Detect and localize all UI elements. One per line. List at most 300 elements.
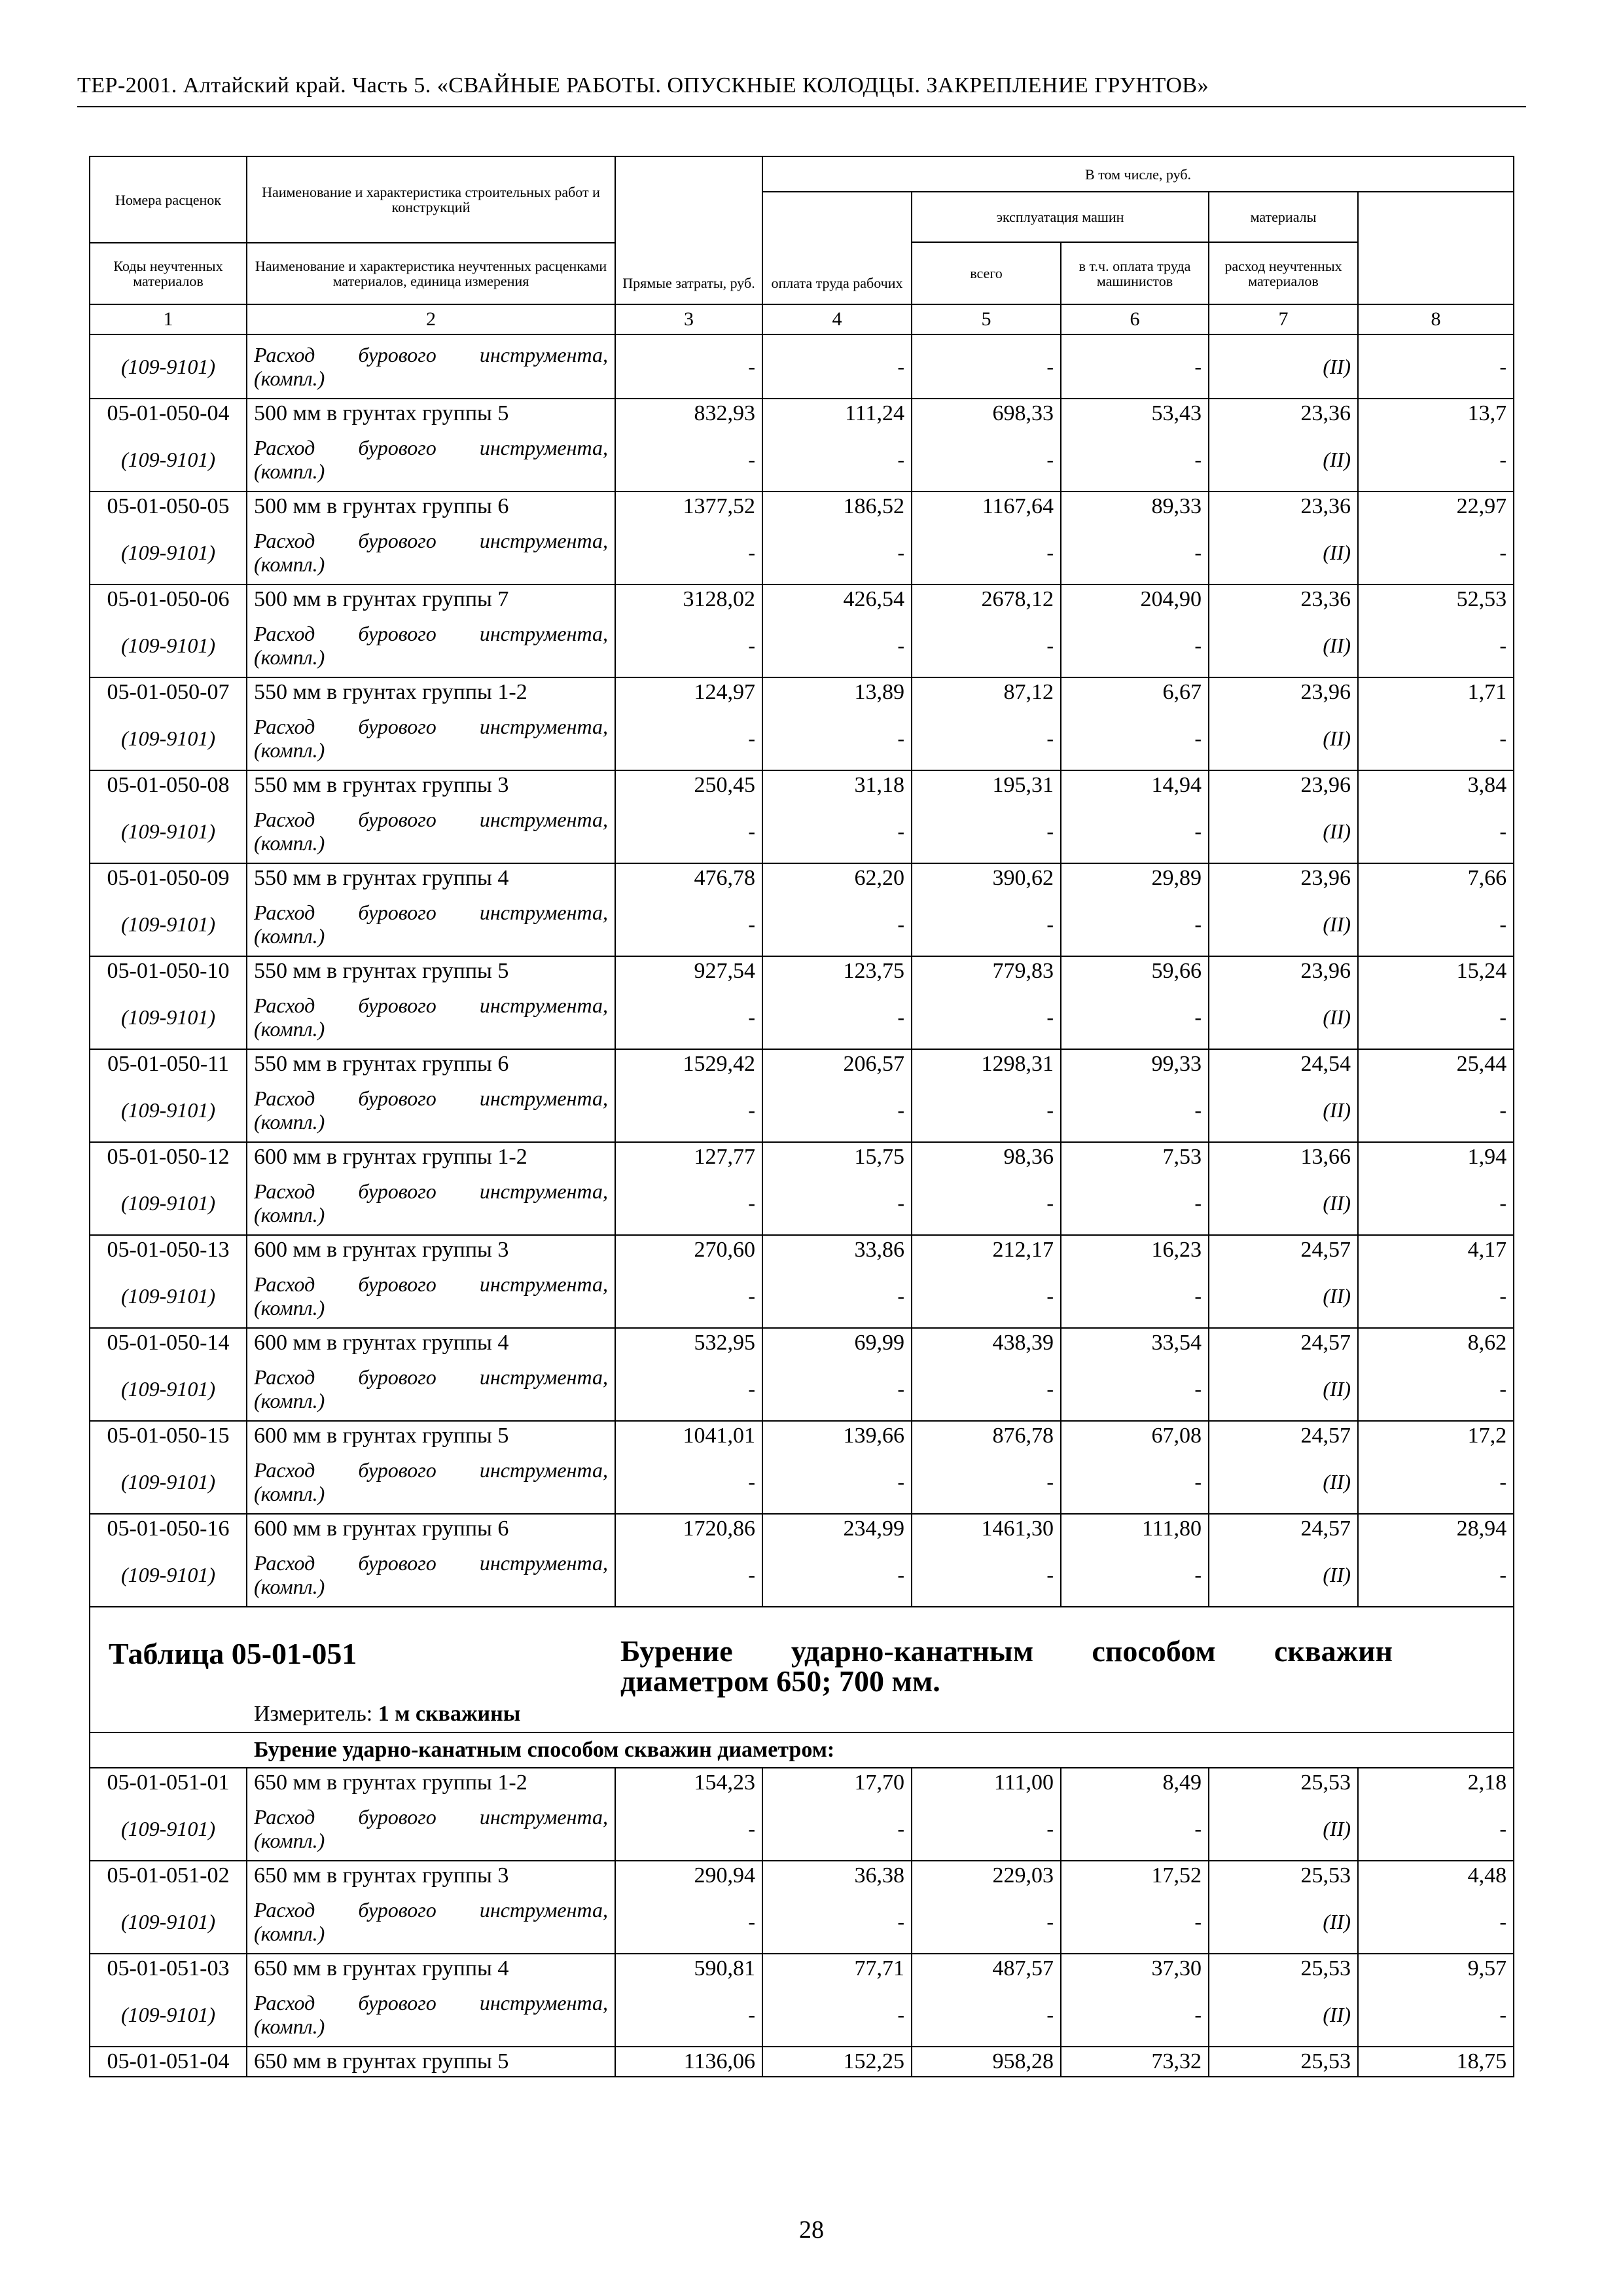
- direct-cost-cell: 476,78: [615, 863, 762, 893]
- material-consumption-cell: (II): [1209, 1797, 1358, 1861]
- work-name: 600 мм в грунтах группы 3: [247, 1235, 615, 1265]
- labor-pay-cell: 15,75: [762, 1142, 912, 1172]
- labor-pay-cell: -: [762, 800, 912, 863]
- table-label: Таблица 05-01-051: [109, 1637, 357, 1670]
- work-name: 600 мм в грунтах группы 1-2: [247, 1142, 615, 1172]
- material-code: (109-9101): [90, 1450, 247, 1514]
- rate-code: 05-01-050-12: [90, 1142, 247, 1172]
- material-consumption-cell: (II): [1209, 614, 1358, 677]
- machines-total-cell: 1298,31: [912, 1049, 1061, 1079]
- material-code: (109-9101): [90, 1890, 247, 1954]
- machines-total-cell: -: [912, 1172, 1061, 1235]
- rate-code: 05-01-050-11: [90, 1049, 247, 1079]
- material-code: (109-9101): [90, 1079, 247, 1142]
- labor-pay-cell: 17,70: [762, 1768, 912, 1797]
- material-row: [90, 614, 1514, 677]
- direct-cost-cell: 1136,06: [615, 2047, 762, 2077]
- material-row: [90, 707, 1514, 770]
- operator-pay-cell: 29,89: [1061, 863, 1209, 893]
- machines-total-cell: -: [912, 986, 1061, 1049]
- material-row: [90, 521, 1514, 584]
- material-row: [90, 986, 1514, 1049]
- rate-code: 05-01-050-13: [90, 1235, 247, 1265]
- th-incl-operator-pay: в т.ч. оплата труда машинистов: [1061, 242, 1209, 304]
- materials-cell: 13,66: [1209, 1142, 1358, 1172]
- material-consumption-cell: (II): [1209, 334, 1358, 399]
- operator-pay-cell: 33,54: [1061, 1328, 1209, 1357]
- labor-pay-cell: -: [762, 334, 912, 399]
- work-name: 600 мм в грунтах группы 5: [247, 1421, 615, 1450]
- th-work-name: Наименование и характеристика строительных работ и конструкций: [247, 156, 615, 243]
- work-name: 550 мм в грунтах группы 6: [247, 1049, 615, 1079]
- labor-hours-cell: -: [1358, 521, 1514, 584]
- labor-pay-cell: 13,89: [762, 677, 912, 707]
- labor-pay-cell: 31,18: [762, 770, 912, 800]
- material-row: [90, 1450, 1514, 1514]
- labor-hours-cell: 13,7: [1358, 399, 1514, 428]
- page-number: 28: [799, 2216, 824, 2244]
- th-material-names: Наименование и характеристика неучтенных расценками материалов, единица измерения: [247, 243, 615, 304]
- labor-hours-cell: -: [1358, 986, 1514, 1049]
- materials-cell: 23,36: [1209, 492, 1358, 521]
- material-consumption-cell: (II): [1209, 1890, 1358, 1954]
- operator-pay-cell: -: [1061, 1543, 1209, 1607]
- material-code: (109-9101): [90, 1983, 247, 2047]
- labor-hours-cell: 25,44: [1358, 1049, 1514, 1079]
- materials-cell: 25,53: [1209, 2047, 1358, 2077]
- material-code: (109-9101): [90, 614, 247, 677]
- machines-total-cell: 98,36: [912, 1142, 1061, 1172]
- direct-cost-cell: -: [615, 1983, 762, 2047]
- rate-code: 05-01-050-09: [90, 863, 247, 893]
- operator-pay-cell: -: [1061, 334, 1209, 399]
- machines-total-cell: -: [912, 800, 1061, 863]
- work-name: 650 мм в грунтах группы 3: [247, 1861, 615, 1890]
- material-name: Расход бурового инструмента, (компл.): [247, 334, 615, 399]
- operator-pay-cell: -: [1061, 614, 1209, 677]
- rate-code: 05-01-051-04: [90, 2047, 247, 2077]
- operator-pay-cell: -: [1061, 1357, 1209, 1421]
- operator-pay-cell: -: [1061, 707, 1209, 770]
- table-meter: [254, 1702, 520, 1727]
- material-consumption-cell: (II): [1209, 1265, 1358, 1328]
- material-name: Расход бурового инструмента, (компл.): [247, 893, 615, 956]
- labor-hours-cell: 1,94: [1358, 1142, 1514, 1172]
- table-caption: Бурение ударно-канатным способом скважин диаметром 650; 700 мм.: [620, 1634, 1393, 1698]
- material-row: [90, 1983, 1514, 2047]
- labor-pay-cell: -: [762, 1450, 912, 1514]
- labor-hours-cell: 52,53: [1358, 584, 1514, 614]
- col-num: 4: [762, 304, 912, 334]
- machines-total-cell: 876,78: [912, 1421, 1061, 1450]
- col-num: 5: [912, 304, 1061, 334]
- rate-row: [90, 1328, 1514, 1357]
- rate-code: 05-01-050-15: [90, 1421, 247, 1450]
- rates-table: [89, 156, 1514, 2077]
- labor-hours-cell: -: [1358, 707, 1514, 770]
- machines-total-cell: -: [912, 1265, 1061, 1328]
- work-name: 650 мм в грунтах группы 5: [247, 2047, 615, 2077]
- rate-code: 05-01-050-14: [90, 1328, 247, 1357]
- material-consumption-cell: (II): [1209, 800, 1358, 863]
- material-name: Расход бурового инструмента, (компл.): [247, 707, 615, 770]
- operator-pay-cell: -: [1061, 1265, 1209, 1328]
- rate-row: [90, 863, 1514, 893]
- operator-pay-cell: 204,90: [1061, 584, 1209, 614]
- direct-cost-cell: -: [615, 1450, 762, 1514]
- operator-pay-cell: 7,53: [1061, 1142, 1209, 1172]
- machines-total-cell: -: [912, 1890, 1061, 1954]
- material-row: [90, 334, 1514, 399]
- operator-pay-cell: 17,52: [1061, 1861, 1209, 1890]
- direct-cost-cell: -: [615, 334, 762, 399]
- material-row: [90, 1265, 1514, 1328]
- material-row: [90, 800, 1514, 863]
- work-name: 550 мм в грунтах группы 1-2: [247, 677, 615, 707]
- machines-total-cell: -: [912, 1357, 1061, 1421]
- operator-pay-cell: 99,33: [1061, 1049, 1209, 1079]
- material-code: (109-9101): [90, 1543, 247, 1607]
- labor-pay-cell: -: [762, 1983, 912, 2047]
- rate-row: [90, 770, 1514, 800]
- direct-cost-cell: -: [615, 1265, 762, 1328]
- section-row: [90, 1732, 1514, 1768]
- labor-hours-cell: 17,2: [1358, 1421, 1514, 1450]
- machines-total-cell: 438,39: [912, 1328, 1061, 1357]
- operator-pay-cell: -: [1061, 1890, 1209, 1954]
- rate-code: 05-01-050-05: [90, 492, 247, 521]
- rate-row: [90, 492, 1514, 521]
- material-name: Расход бурового инструмента, (компл.): [247, 1983, 615, 2047]
- material-row: [90, 1797, 1514, 1861]
- machines-total-cell: -: [912, 1797, 1061, 1861]
- direct-cost-cell: 290,94: [615, 1861, 762, 1890]
- labor-pay-cell: -: [762, 1543, 912, 1607]
- labor-pay-cell: 206,57: [762, 1049, 912, 1079]
- material-code: (109-9101): [90, 334, 247, 399]
- labor-pay-cell: 111,24: [762, 399, 912, 428]
- direct-cost-cell: -: [615, 1172, 762, 1235]
- direct-cost-cell: -: [615, 521, 762, 584]
- section-heading: Бурение ударно-канатным способом скважин диаметром:: [90, 1732, 1514, 1768]
- machines-total-cell: -: [912, 1543, 1061, 1607]
- materials-cell: 25,53: [1209, 1954, 1358, 1983]
- direct-cost-cell: 1041,01: [615, 1421, 762, 1450]
- labor-hours-cell: 2,18: [1358, 1768, 1514, 1797]
- material-consumption-cell: (II): [1209, 521, 1358, 584]
- material-name: Расход бурового инструмента, (компл.): [247, 1265, 615, 1328]
- material-row: [90, 1172, 1514, 1235]
- operator-pay-cell: -: [1061, 1079, 1209, 1142]
- material-consumption-cell: (II): [1209, 1079, 1358, 1142]
- machines-total-cell: -: [912, 893, 1061, 956]
- materials-cell: 24,57: [1209, 1328, 1358, 1357]
- machines-total-cell: -: [912, 1450, 1061, 1514]
- work-name: 550 мм в грунтах группы 4: [247, 863, 615, 893]
- labor-hours-cell: -: [1358, 1172, 1514, 1235]
- operator-pay-cell: -: [1061, 521, 1209, 584]
- labor-hours-cell: -: [1358, 428, 1514, 492]
- labor-pay-cell: 234,99: [762, 1514, 912, 1543]
- material-row: [90, 1543, 1514, 1607]
- direct-cost-cell: 927,54: [615, 956, 762, 986]
- machines-total-cell: -: [912, 614, 1061, 677]
- col-num: 8: [1358, 304, 1514, 334]
- rate-code: 05-01-050-06: [90, 584, 247, 614]
- work-name: 650 мм в грунтах группы 1-2: [247, 1768, 615, 1797]
- work-name: 550 мм в грунтах группы 3: [247, 770, 615, 800]
- labor-hours-cell: 7,66: [1358, 863, 1514, 893]
- rate-code: 05-01-050-16: [90, 1514, 247, 1543]
- operator-pay-cell: 89,33: [1061, 492, 1209, 521]
- labor-hours-cell: -: [1358, 1265, 1514, 1328]
- material-consumption-cell: (II): [1209, 1543, 1358, 1607]
- labor-pay-cell: 426,54: [762, 584, 912, 614]
- col-num: 7: [1209, 304, 1358, 334]
- direct-cost-cell: 3128,02: [615, 584, 762, 614]
- direct-cost-cell: -: [615, 1357, 762, 1421]
- machines-total-cell: 1461,30: [912, 1514, 1061, 1543]
- th-materials: материалы: [1209, 192, 1358, 242]
- materials-cell: 24,57: [1209, 1514, 1358, 1543]
- meter-prefix: Измеритель:: [254, 1702, 378, 1726]
- material-code: (109-9101): [90, 893, 247, 956]
- direct-cost-cell: 532,95: [615, 1328, 762, 1357]
- labor-hours-cell: -: [1358, 1543, 1514, 1607]
- labor-hours-cell: 1,71: [1358, 677, 1514, 707]
- labor-hours-cell: -: [1358, 1357, 1514, 1421]
- material-consumption-cell: (II): [1209, 428, 1358, 492]
- rate-row: [90, 1768, 1514, 1797]
- th-incl: В том числе, руб.: [762, 156, 1514, 192]
- operator-pay-cell: -: [1061, 428, 1209, 492]
- labor-hours-cell: 4,48: [1358, 1861, 1514, 1890]
- direct-cost-cell: -: [615, 800, 762, 863]
- material-code: (109-9101): [90, 1172, 247, 1235]
- machines-total-cell: -: [912, 521, 1061, 584]
- column-number-row: [90, 304, 1514, 334]
- rate-code: 05-01-050-07: [90, 677, 247, 707]
- labor-hours-cell: -: [1358, 1983, 1514, 2047]
- th-machine-ops: эксплуатация машин: [912, 192, 1209, 242]
- machines-total-cell: -: [912, 1079, 1061, 1142]
- labor-pay-cell: -: [762, 1357, 912, 1421]
- labor-hours-cell: -: [1358, 1450, 1514, 1514]
- direct-cost-cell: 250,45: [615, 770, 762, 800]
- material-code: (109-9101): [90, 1265, 247, 1328]
- rate-row: [90, 956, 1514, 986]
- machines-total-cell: 779,83: [912, 956, 1061, 986]
- machines-total-cell: 195,31: [912, 770, 1061, 800]
- material-name: Расход бурового инструмента, (компл.): [247, 428, 615, 492]
- labor-hours-cell: -: [1358, 1079, 1514, 1142]
- th-material-codes: Коды неучтенных материалов: [90, 243, 247, 304]
- operator-pay-cell: 8,49: [1061, 1768, 1209, 1797]
- direct-cost-cell: -: [615, 1797, 762, 1861]
- operator-pay-cell: 67,08: [1061, 1421, 1209, 1450]
- labor-pay-cell: 69,99: [762, 1328, 912, 1357]
- rate-row: [90, 399, 1514, 428]
- labor-pay-cell: -: [762, 1172, 912, 1235]
- operator-pay-cell: 37,30: [1061, 1954, 1209, 1983]
- materials-cell: 25,53: [1209, 1861, 1358, 1890]
- labor-hours-cell: -: [1358, 1890, 1514, 1954]
- labor-pay-cell: 77,71: [762, 1954, 912, 1983]
- machines-total-cell: 2678,12: [912, 584, 1061, 614]
- work-name: 650 мм в грунтах группы 4: [247, 1954, 615, 1983]
- machines-total-cell: 212,17: [912, 1235, 1061, 1265]
- labor-hours-cell: -: [1358, 1797, 1514, 1861]
- material-consumption-cell: (II): [1209, 1172, 1358, 1235]
- materials-cell: 23,96: [1209, 956, 1358, 986]
- material-consumption-cell: (II): [1209, 1983, 1358, 2047]
- machines-total-cell: 87,12: [912, 677, 1061, 707]
- material-name: Расход бурового инструмента, (компл.): [247, 1357, 615, 1421]
- material-consumption-cell: (II): [1209, 986, 1358, 1049]
- material-name: Расход бурового инструмента, (компл.): [247, 800, 615, 863]
- material-code: (109-9101): [90, 428, 247, 492]
- rate-row: [90, 1235, 1514, 1265]
- materials-cell: 23,36: [1209, 584, 1358, 614]
- labor-pay-cell: -: [762, 614, 912, 677]
- material-consumption-cell: (II): [1209, 707, 1358, 770]
- th-rate-numbers: Номера расценок: [90, 156, 247, 243]
- operator-pay-cell: -: [1061, 1797, 1209, 1861]
- direct-cost-cell: -: [615, 1543, 762, 1607]
- machines-total-cell: 958,28: [912, 2047, 1061, 2077]
- rate-row: [90, 1861, 1514, 1890]
- direct-cost-cell: -: [615, 1890, 762, 1954]
- th-total: всего: [912, 242, 1061, 304]
- labor-hours-cell: -: [1358, 893, 1514, 956]
- col-num: 2: [247, 304, 615, 334]
- rate-code: 05-01-051-01: [90, 1768, 247, 1797]
- material-name: Расход бурового инструмента, (компл.): [247, 986, 615, 1049]
- material-code: (109-9101): [90, 800, 247, 863]
- rate-code: 05-01-050-04: [90, 399, 247, 428]
- direct-cost-cell: -: [615, 614, 762, 677]
- operator-pay-cell: 14,94: [1061, 770, 1209, 800]
- th-unaccounted-materials: расход неучтенных материалов: [1209, 242, 1358, 304]
- meter-value: 1 м скважины: [378, 1702, 521, 1726]
- materials-cell: 23,96: [1209, 677, 1358, 707]
- header-rule: [77, 106, 1526, 107]
- table-title-block: [90, 1607, 1514, 1732]
- rate-code: 05-01-051-03: [90, 1954, 247, 1983]
- operator-pay-cell: -: [1061, 1172, 1209, 1235]
- operator-pay-cell: -: [1061, 893, 1209, 956]
- material-name: Расход бурового инструмента, (компл.): [247, 1797, 615, 1861]
- material-consumption-cell: (II): [1209, 1450, 1358, 1514]
- operator-pay-cell: 53,43: [1061, 399, 1209, 428]
- material-name: Расход бурового инструмента, (компл.): [247, 1079, 615, 1142]
- labor-hours-cell: 9,57: [1358, 1954, 1514, 1983]
- material-code: (109-9101): [90, 521, 247, 584]
- labor-hours-cell: 3,84: [1358, 770, 1514, 800]
- direct-cost-cell: 124,97: [615, 677, 762, 707]
- labor-pay-cell: -: [762, 1265, 912, 1328]
- rate-row: [90, 1954, 1514, 1983]
- direct-cost-cell: 127,77: [615, 1142, 762, 1172]
- direct-cost-cell: -: [615, 1079, 762, 1142]
- direct-cost-cell: 1377,52: [615, 492, 762, 521]
- labor-pay-cell: 62,20: [762, 863, 912, 893]
- materials-cell: 24,57: [1209, 1235, 1358, 1265]
- labor-hours-cell: 4,17: [1358, 1235, 1514, 1265]
- work-name: 500 мм в грунтах группы 7: [247, 584, 615, 614]
- materials-cell: 23,96: [1209, 770, 1358, 800]
- material-name: Расход бурового инструмента, (компл.): [247, 521, 615, 584]
- materials-cell: 23,96: [1209, 863, 1358, 893]
- material-name: Расход бурового инструмента, (компл.): [247, 1450, 615, 1514]
- machines-total-cell: 487,57: [912, 1954, 1061, 1983]
- direct-cost-cell: -: [615, 707, 762, 770]
- col-num: 3: [615, 304, 762, 334]
- operator-pay-cell: -: [1061, 800, 1209, 863]
- materials-cell: 23,36: [1209, 399, 1358, 428]
- operator-pay-cell: 73,32: [1061, 2047, 1209, 2077]
- labor-hours-cell: -: [1358, 614, 1514, 677]
- rate-row: [90, 584, 1514, 614]
- labor-pay-cell: 33,86: [762, 1235, 912, 1265]
- machines-total-cell: 1167,64: [912, 492, 1061, 521]
- labor-pay-cell: -: [762, 1079, 912, 1142]
- labor-pay-cell: -: [762, 1797, 912, 1861]
- operator-pay-cell: 59,66: [1061, 956, 1209, 986]
- labor-hours-cell: 22,97: [1358, 492, 1514, 521]
- material-code: (109-9101): [90, 986, 247, 1049]
- operator-pay-cell: -: [1061, 1450, 1209, 1514]
- labor-hours-cell: -: [1358, 800, 1514, 863]
- rate-row: [90, 1142, 1514, 1172]
- direct-cost-cell: 154,23: [615, 1768, 762, 1797]
- labor-hours-cell: 8,62: [1358, 1328, 1514, 1357]
- running-header: ТЕР-2001. Алтайский край. Часть 5. «СВАЙНЫЕ РАБОТЫ. ОПУСКНЫЕ КОЛОДЦЫ. ЗАКРЕПЛЕНИЕ ГРУНТОВ»: [77, 73, 1209, 98]
- rate-code: 05-01-050-10: [90, 956, 247, 986]
- direct-cost-cell: -: [615, 893, 762, 956]
- materials-cell: 25,53: [1209, 1768, 1358, 1797]
- operator-pay-cell: -: [1061, 986, 1209, 1049]
- work-name: 500 мм в грунтах группы 6: [247, 492, 615, 521]
- labor-pay-cell: -: [762, 707, 912, 770]
- labor-hours-cell: 18,75: [1358, 2047, 1514, 2077]
- material-code: (109-9101): [90, 1357, 247, 1421]
- rate-row: [90, 677, 1514, 707]
- direct-cost-cell: -: [615, 986, 762, 1049]
- operator-pay-cell: 6,67: [1061, 677, 1209, 707]
- material-row: [90, 1890, 1514, 1954]
- col-num: 1: [90, 304, 247, 334]
- direct-cost-cell: 590,81: [615, 1954, 762, 1983]
- material-consumption-cell: (II): [1209, 1357, 1358, 1421]
- material-row: [90, 1357, 1514, 1421]
- rate-code: 05-01-051-02: [90, 1861, 247, 1890]
- labor-pay-cell: 139,66: [762, 1421, 912, 1450]
- machines-total-cell: -: [912, 1983, 1061, 2047]
- work-name: 600 мм в грунтах группы 6: [247, 1514, 615, 1543]
- material-name: Расход бурового инструмента, (компл.): [247, 1543, 615, 1607]
- labor-pay-cell: 36,38: [762, 1861, 912, 1890]
- direct-cost-cell: 1720,86: [615, 1514, 762, 1543]
- direct-cost-cell: 832,93: [615, 399, 762, 428]
- machines-total-cell: 111,00: [912, 1768, 1061, 1797]
- labor-pay-cell: -: [762, 428, 912, 492]
- labor-hours-cell: 15,24: [1358, 956, 1514, 986]
- labor-pay-cell: 186,52: [762, 492, 912, 521]
- material-name: Расход бурового инструмента, (компл.): [247, 614, 615, 677]
- machines-total-cell: -: [912, 707, 1061, 770]
- th-direct-costs: Прямые затраты, руб.: [615, 156, 762, 304]
